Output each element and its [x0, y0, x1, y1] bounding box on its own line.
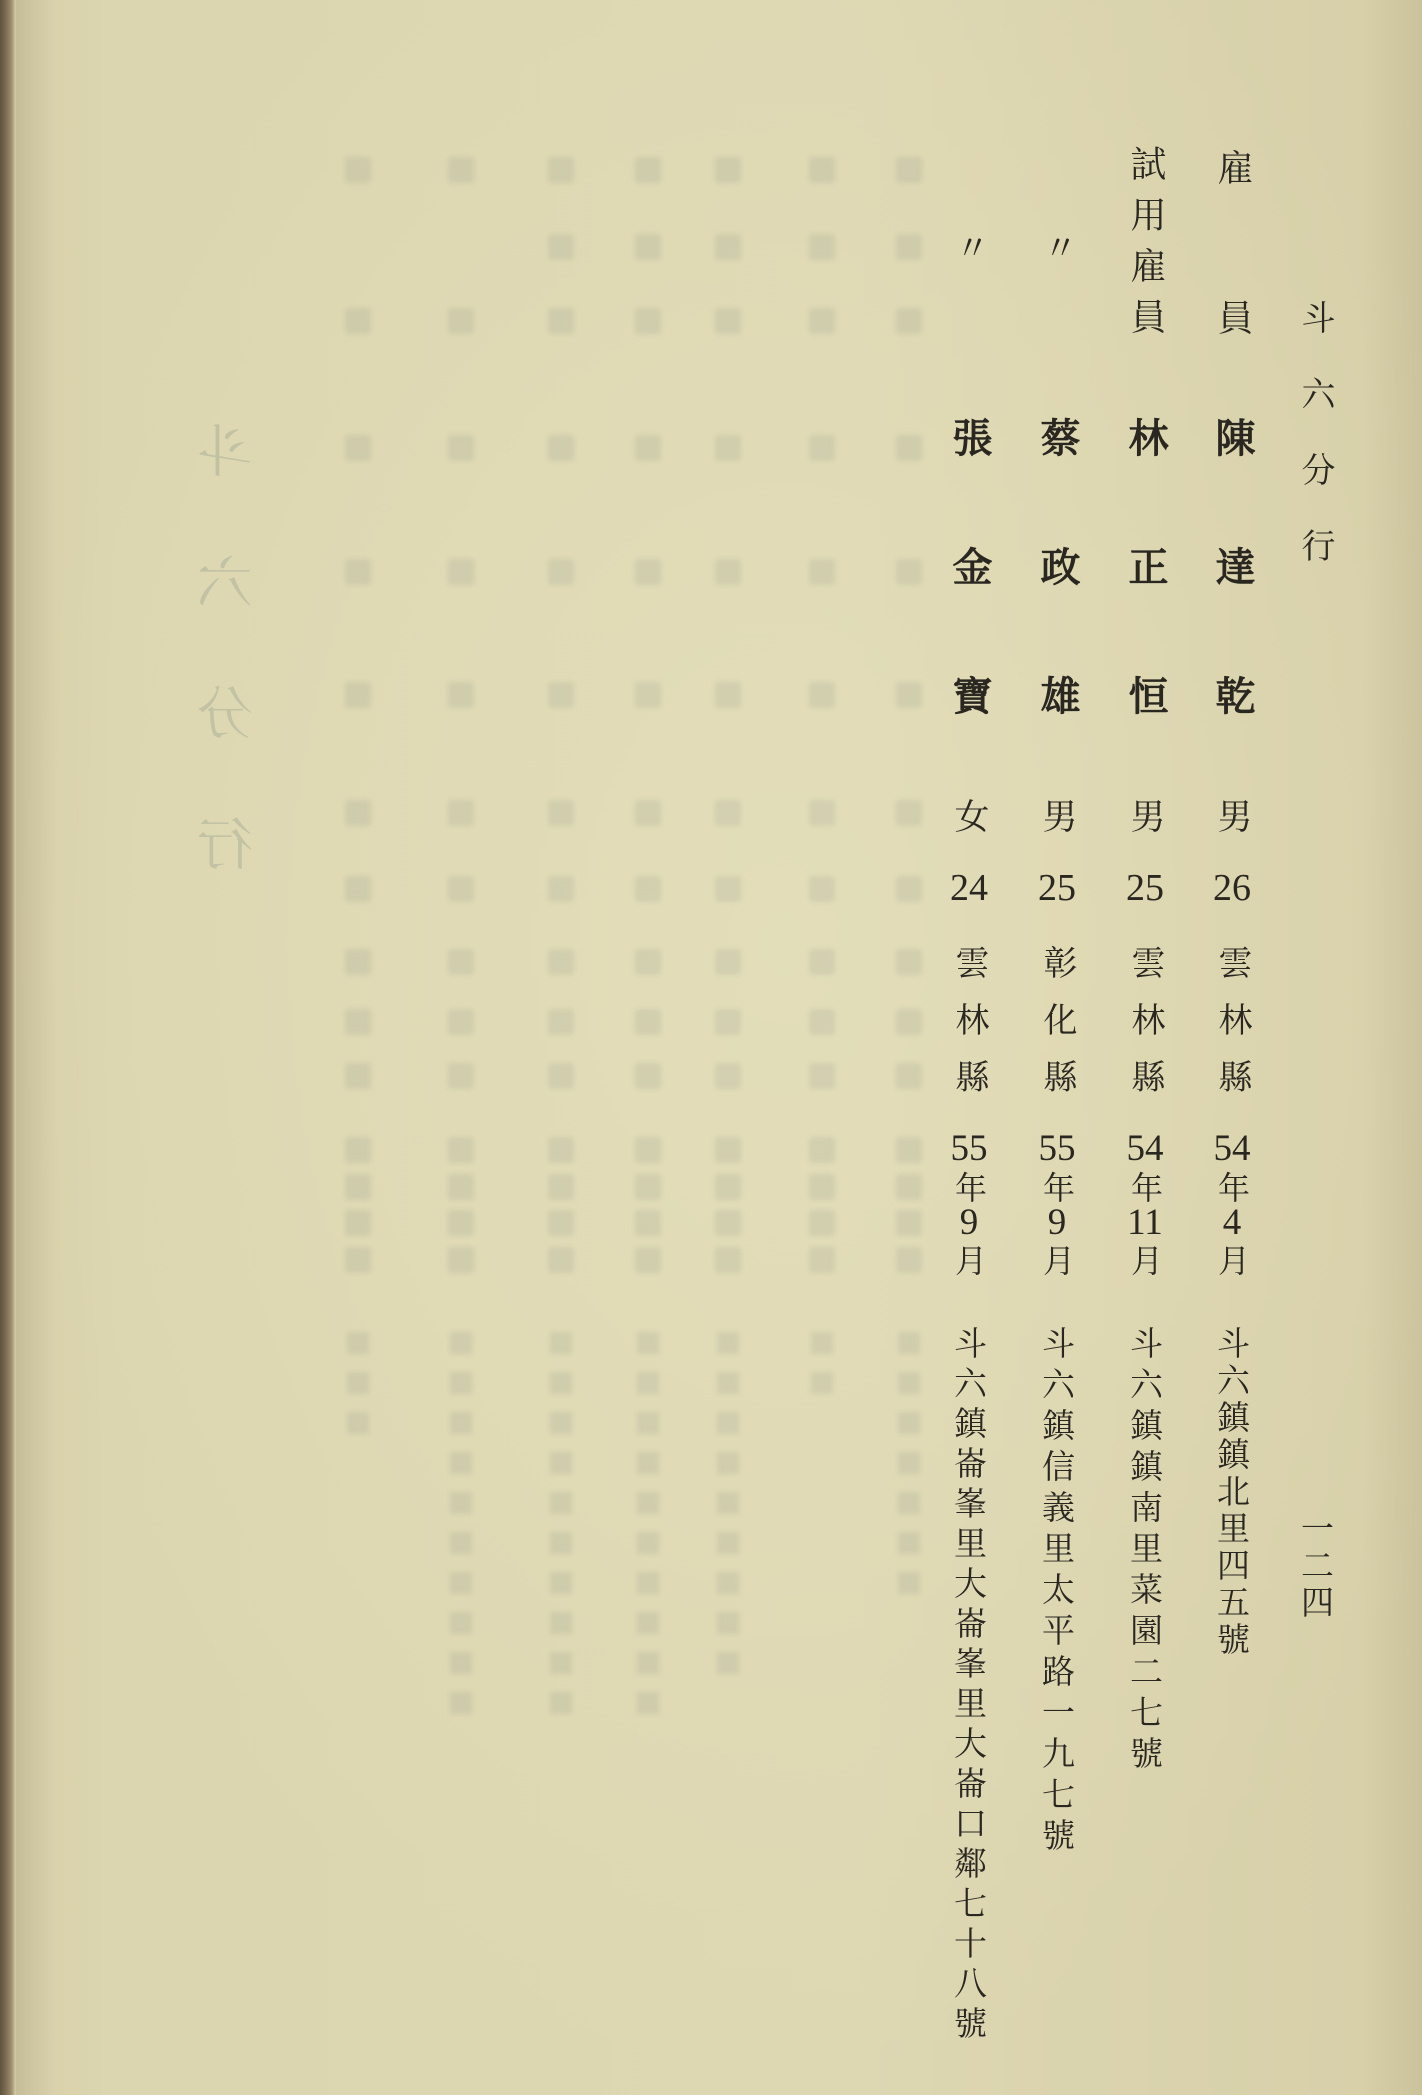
gender: 男: [1037, 798, 1077, 833]
gender: 男: [1125, 798, 1165, 833]
age: 24: [950, 867, 988, 909]
address: 斗六鎮鎮北里四五號: [1212, 1326, 1251, 1659]
age: 25: [1126, 867, 1164, 909]
gender: 女: [949, 798, 989, 833]
month-label: 月: [950, 1244, 988, 1276]
native-county: 雲林縣: [1212, 945, 1252, 1116]
staff-name: 張金寶: [946, 417, 993, 804]
age: 25: [1038, 867, 1076, 909]
bleed-through-texture: [0, 0, 26, 26]
binding-shadow: [16, 0, 56, 2095]
ditto-mark: 〃: [1037, 230, 1077, 264]
hire-month: 11: [1127, 1202, 1163, 1243]
hire-month: 9: [1047, 1202, 1067, 1243]
ditto-mark: 〃: [949, 230, 989, 264]
staff-name: 陳達乾: [1209, 417, 1256, 804]
hire-month: 9: [959, 1202, 979, 1243]
native-county: 雲林縣: [1125, 945, 1165, 1116]
hire-year: 54: [1213, 1128, 1251, 1169]
staff-name: 蔡政雄: [1034, 417, 1081, 804]
address: 斗六鎮信義里太平路一九七號: [1037, 1326, 1076, 1859]
hire-year: 54: [1126, 1128, 1164, 1169]
branch-heading: 斗六分行: [1295, 300, 1335, 604]
native-county: 雲林縣: [949, 945, 989, 1116]
month-label: 月: [1213, 1244, 1251, 1276]
year-label: 年: [1038, 1171, 1076, 1203]
bleed-through-heading: 斗六分行: [197, 422, 262, 946]
job-title: 試用雇員: [1125, 145, 1166, 349]
hire-year: 55: [1038, 1128, 1076, 1169]
year-label: 年: [1126, 1171, 1164, 1203]
book-binding-edge: [0, 0, 16, 2095]
native-county: 彰化縣: [1037, 945, 1077, 1116]
year-label: 年: [1213, 1171, 1251, 1203]
page-edge-shade: [1362, 0, 1422, 2095]
address: 斗六鎮崙峯里大崙峯里大崙口鄰七十八號: [949, 1326, 988, 2046]
month-label: 月: [1038, 1244, 1076, 1276]
page-number: 一二四: [1296, 1511, 1335, 1622]
month-label: 月: [1126, 1244, 1164, 1276]
job-title: 雇員: [1212, 149, 1253, 449]
age: 26: [1213, 867, 1251, 909]
hire-year: 55: [950, 1128, 988, 1169]
gender: 男: [1212, 798, 1252, 833]
year-label: 年: [950, 1171, 988, 1203]
address: 斗六鎮鎮南里菜園二七號: [1125, 1326, 1164, 1777]
staff-name: 林正恒: [1122, 417, 1169, 804]
hire-month: 4: [1222, 1202, 1242, 1243]
